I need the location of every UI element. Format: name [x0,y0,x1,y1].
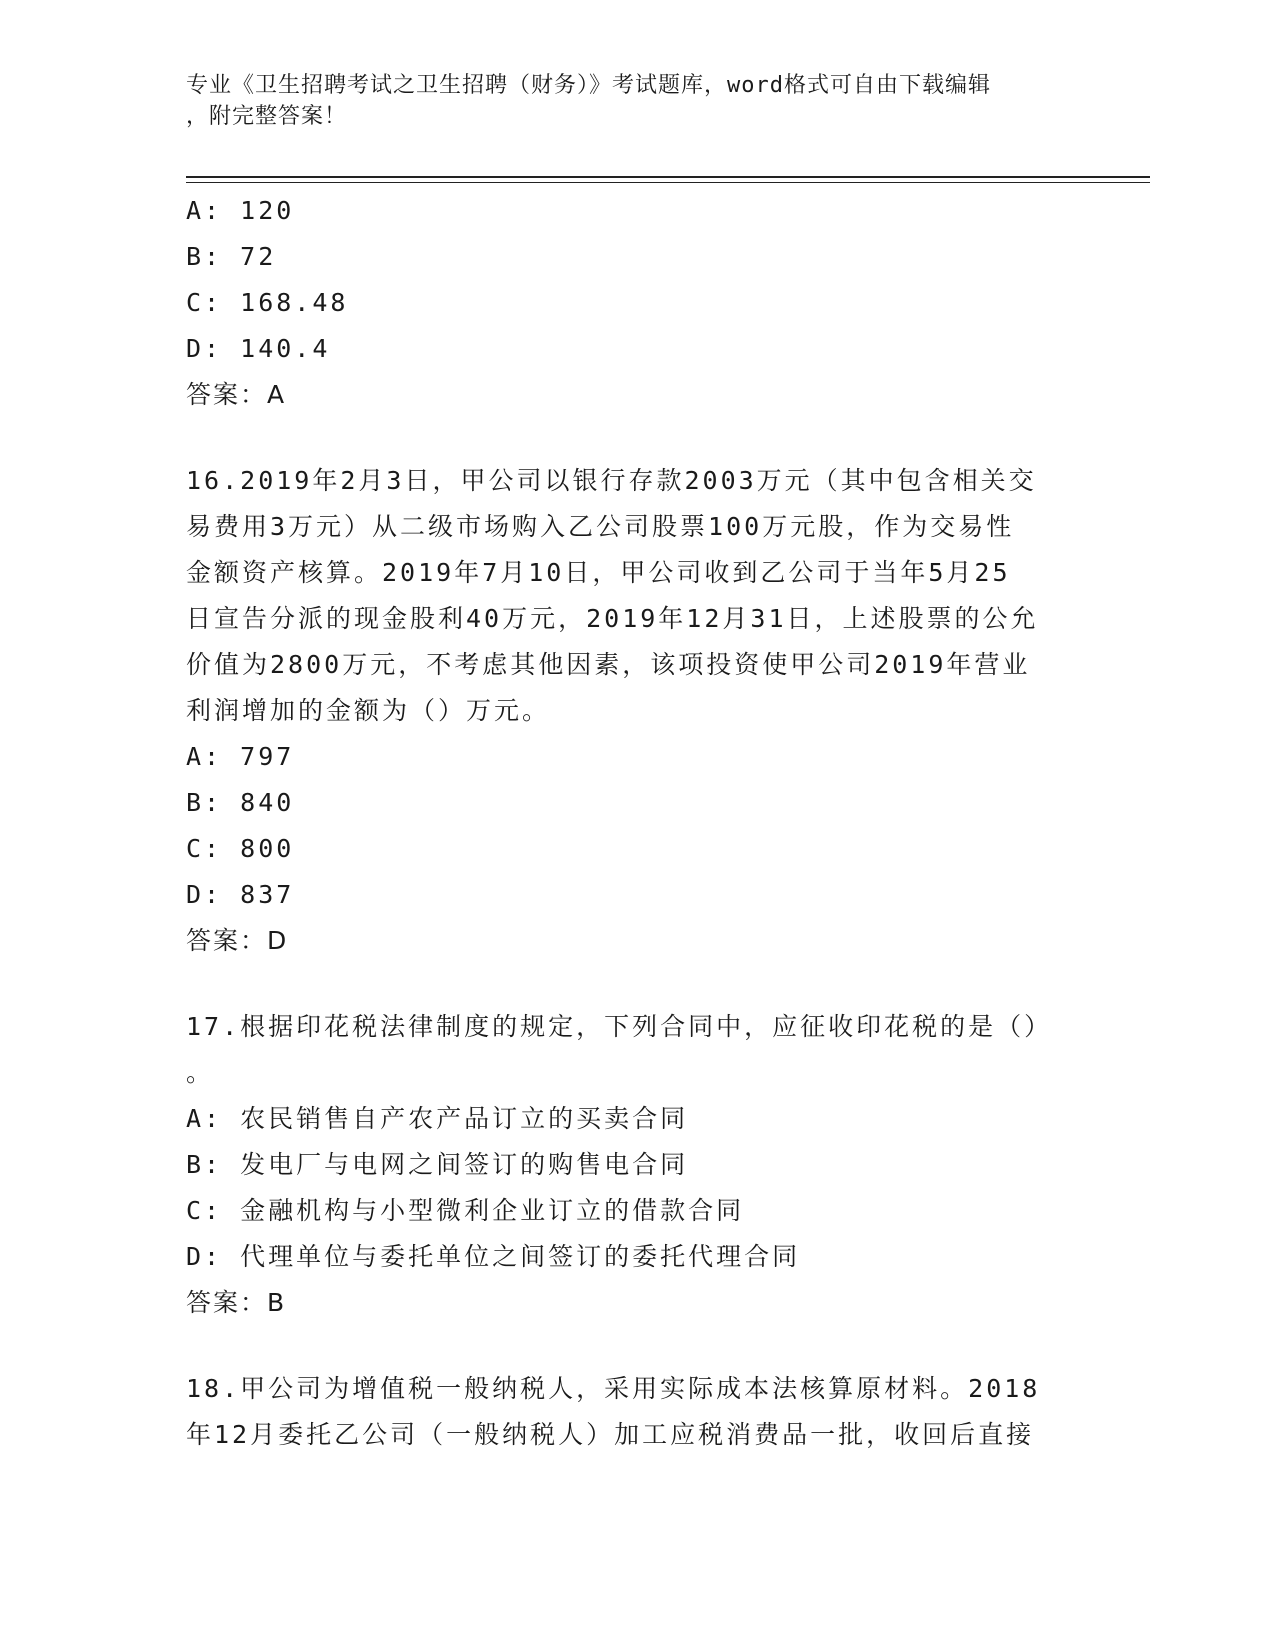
header-line-1: 专业《卫生招聘考试之卫生招聘（财务）》考试题库，word格式可自由下载编辑 [186,73,991,98]
document-body [186,188,1086,1458]
header-divider-top [186,176,1150,178]
option-b: B: 840 [186,788,295,817]
option-b: B: 发电厂与电网之间签订的购售电合同 [186,1150,689,1179]
question-text-line: 18.甲公司为增值税一般纳税人，采用实际成本法核算原材料。2018 [186,1374,1041,1403]
question-text-line: 易费用3万元）从二级市场购入乙公司股票100万元股，作为交易性 [186,512,1015,541]
question-text-line: 。 [186,1058,215,1087]
answer: 答案：D [186,926,289,955]
option-a: A: 797 [186,742,295,771]
option-c: C: 800 [186,834,295,863]
question-text-line: 金额资产核算。2019年7月10日，甲公司收到乙公司于当年5月25 [186,558,1011,587]
question-15 [186,188,1086,418]
answer: 答案：A [186,380,287,409]
question-16 [186,458,1086,964]
question-text-line: 年12月委托乙公司（一般纳税人）加工应税消费品一批，收回后直接 [186,1420,1035,1449]
header-line-2: ，附完整答案！ [186,104,348,129]
option-d: D: 837 [186,880,295,909]
option-c: C: 金融机构与小型微利企业订立的借款合同 [186,1196,745,1225]
question-text-line: 17.根据印花税法律制度的规定，下列合同中，应征收印花税的是（） [186,1012,1053,1041]
document-header [186,70,1086,132]
question-text-line: 价值为2800万元，不考虑其他因素，该项投资使甲公司2019年营业 [186,650,1031,679]
answer: 答案：B [186,1288,287,1317]
option-c: C: 168.48 [186,288,349,317]
question-text-line: 日宣告分派的现金股利40万元，2019年12月31日，上述股票的公允 [186,604,1039,633]
option-d: D: 140.4 [186,334,331,363]
option-a: A: 农民销售自产农产品订立的买卖合同 [186,1104,689,1133]
question-17 [186,1004,1086,1326]
header-divider-bottom [186,182,1150,183]
option-d: D: 代理单位与委托单位之间签订的委托代理合同 [186,1242,801,1271]
question-text-line: 利润增加的金额为（）万元。 [186,696,551,725]
question-text-line: 16.2019年2月3日，甲公司以银行存款2003万元（其中包含相关交 [186,466,1037,495]
question-18 [186,1366,1086,1458]
option-b: B: 72 [186,242,277,271]
option-a: A: 120 [186,196,295,225]
